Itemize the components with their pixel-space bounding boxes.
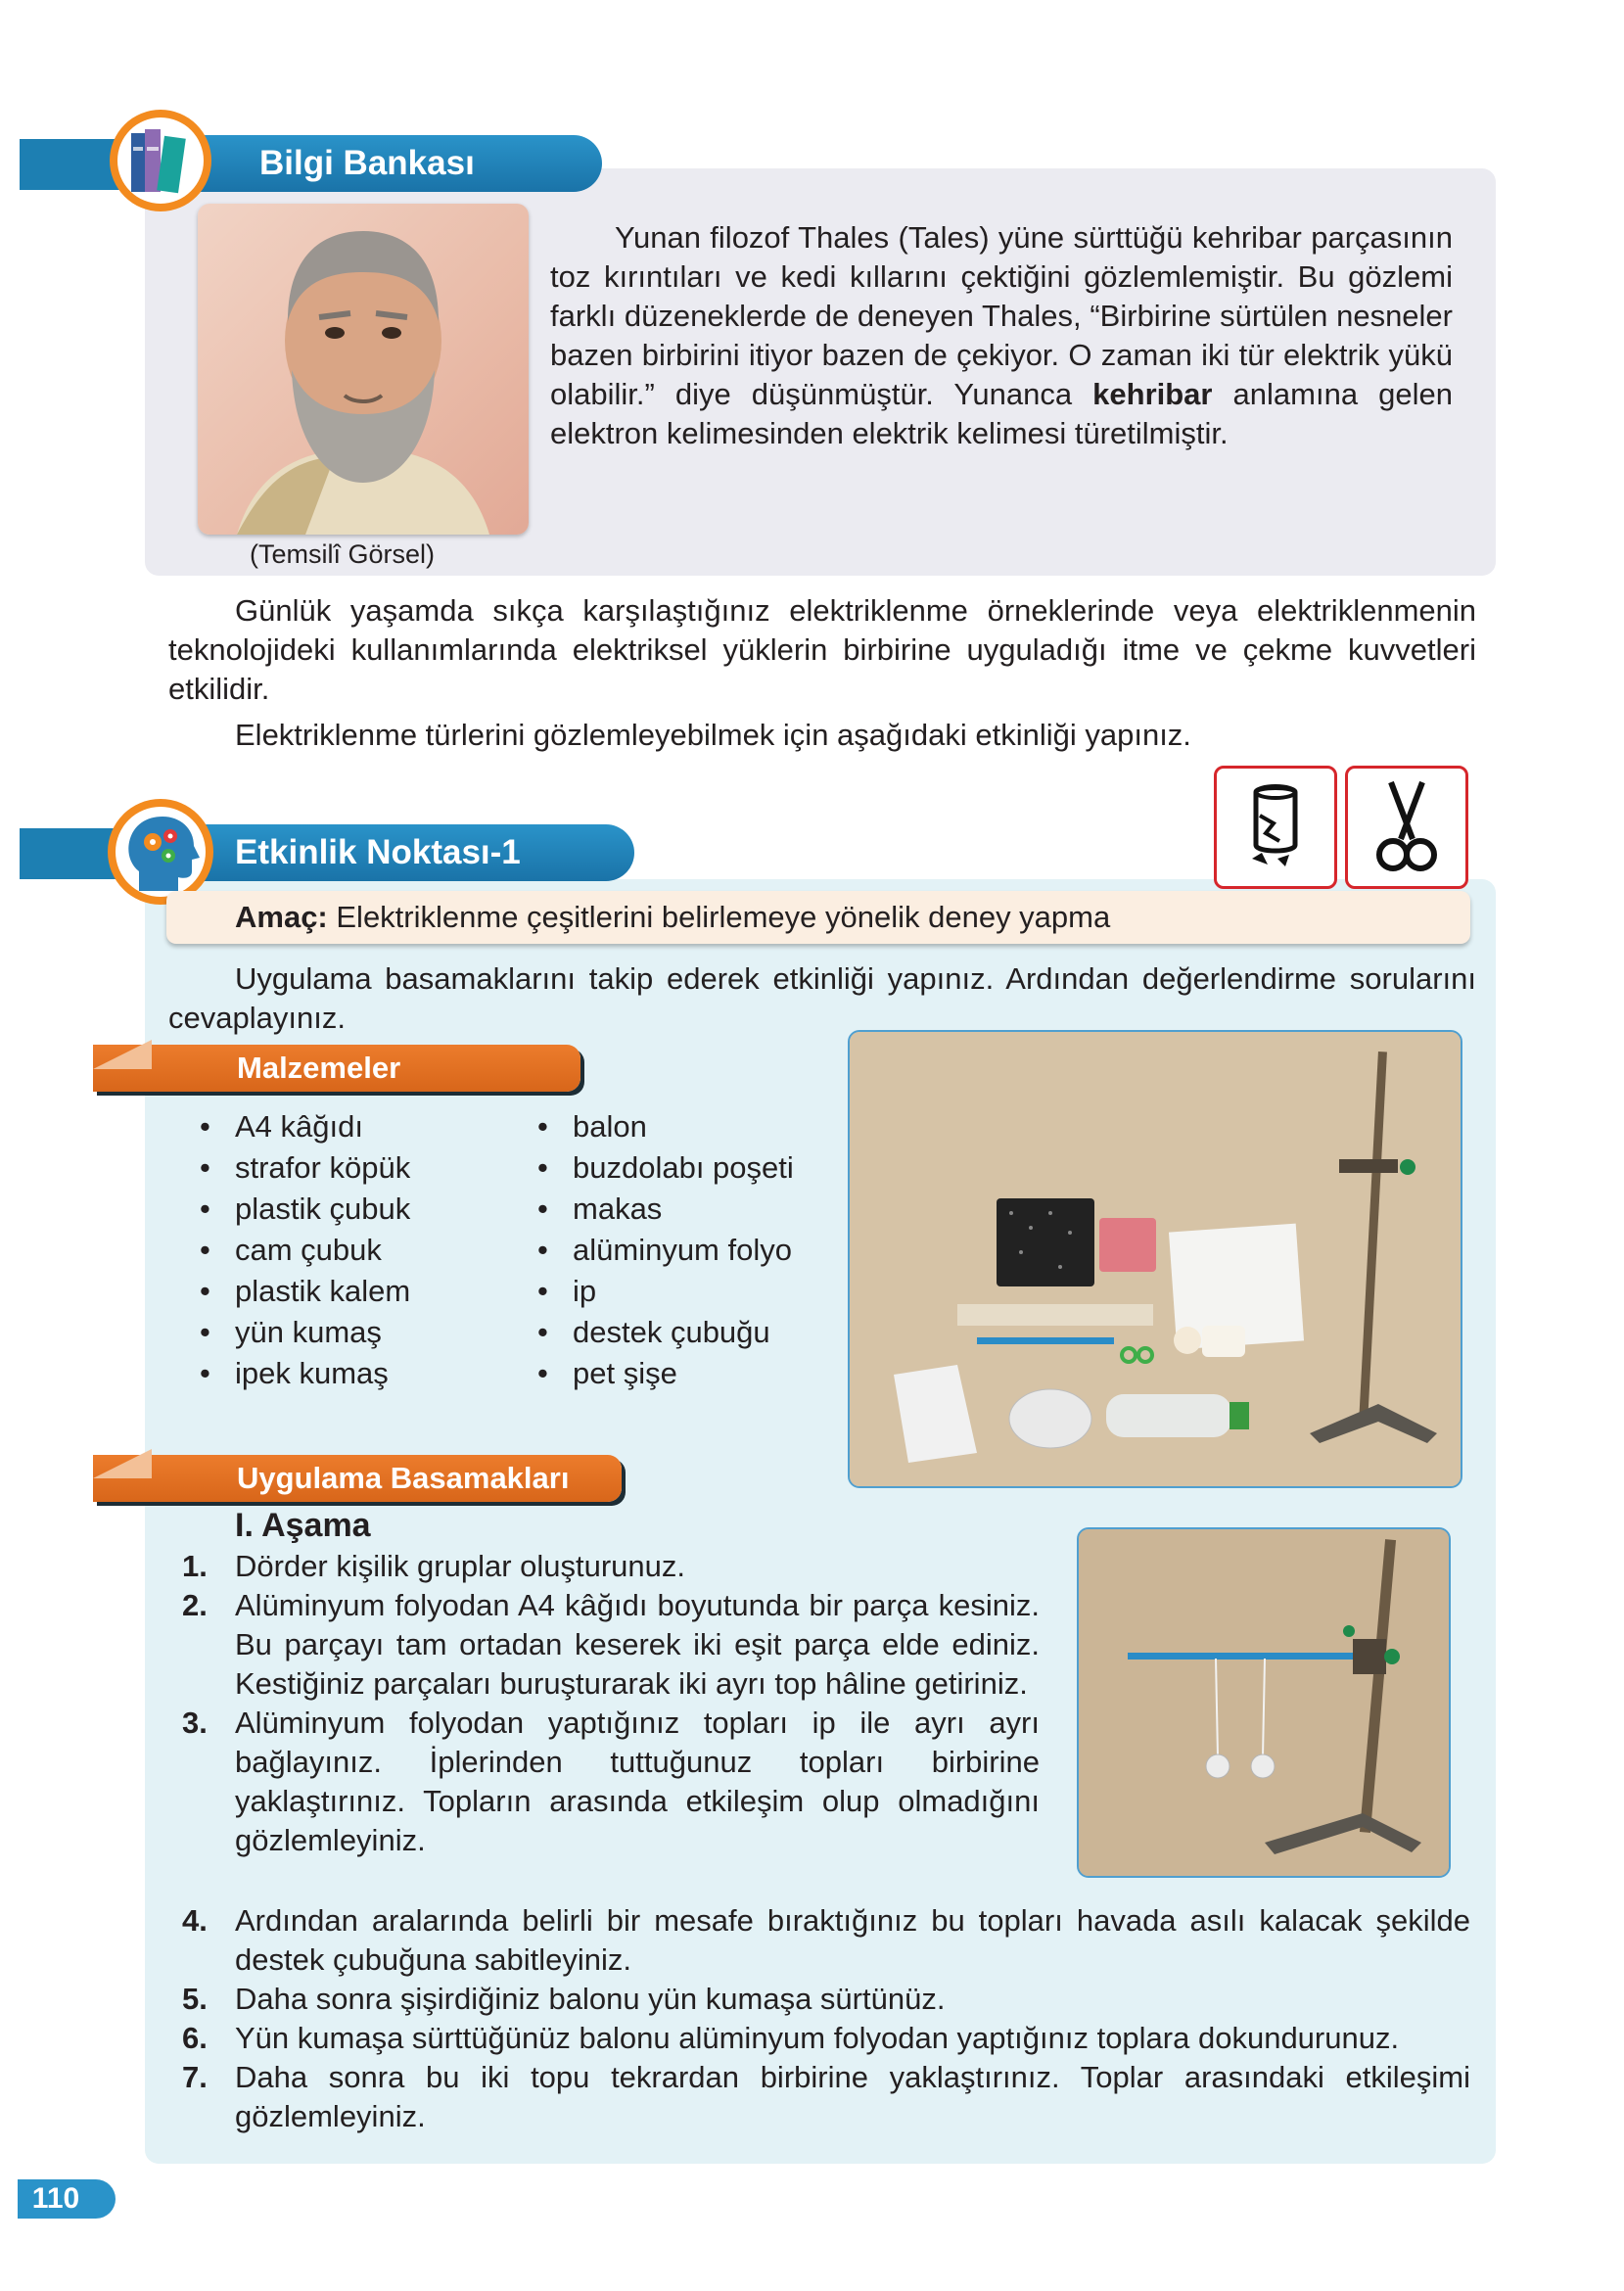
steps-list-a [182,1547,1040,1860]
list-item: • pet şişe [534,1353,794,1394]
step-number: 7. [182,2060,208,2094]
step-text: Ardından aralarında belirli bir mesafe bıraktığınız bu topları havada asılı kalacak şekilde destek çubuğuna sabitleyiniz. [235,1903,1470,1977]
info-bank-text-part2: anlamına gelen elektron kelimesinden elektrik kelimesi türetilmiştir. [550,377,1453,450]
stage-title: I. Aşama [235,1507,371,1544]
aim-description: Elektriklenme çeşitlerini belirlemeye yönelik deney yapma [327,900,1111,934]
body-paragraph-1: Günlük yaşamda sıkça karşılaştığınız elektriklenme örneklerinde veya elektriklenmenin teknolojideki kullanımlarında elektriksel yüklerin birbirine uyguladığı itme ve çekme kuvvetleri etkilidir. [168,593,1476,706]
list-item: • destek çubuğu [534,1312,794,1353]
image-caption: (Temsilî Görsel) [250,539,436,569]
info-bank-text [550,218,1453,453]
list-item: • alüminyum folyo [534,1230,794,1271]
list-item: • balon [534,1106,794,1147]
steps-title: Uygulama Basamakları [237,1461,570,1495]
thales-portrait-image [198,204,529,535]
materials-photo [848,1030,1462,1488]
step-number: 2. [182,1588,208,1622]
activity-intro: Uygulama basamaklarını takip ederek etkinliği yapınız. Ardından değerlendirme sorularını cevaplayınız. [168,961,1476,1035]
step-text: Dörder kişilik gruplar oluşturunuz. [235,1549,686,1583]
list-item [182,1586,1040,1704]
list-item [182,1704,1040,1860]
setup-photo [1077,1527,1451,1878]
materials-ribbon-fold [93,1040,152,1069]
list-item: • buzdolabı poşeti [534,1147,794,1189]
materials-list-right [534,1106,794,1394]
list-item: • A4 kâğıdı [196,1106,410,1147]
steps-ribbon-fold [93,1449,152,1478]
list-item: • plastik kalem [196,1271,410,1312]
info-bank-bold-word: kehribar [1092,377,1213,411]
aim-text [235,898,1110,937]
steps-list-b [182,1901,1470,2136]
step-number: 1. [182,1549,208,1583]
list-item: • strafor köpük [196,1147,410,1189]
step-text: Alüminyum folyodan yaptığınız topları ip ile ayrı ayrı bağlayınız. İplerinden tuttuğunuz topları birbirine yaklaştırınız. Topların arasında etkileşim olup olmadığını gözlemleyiniz. [235,1706,1040,1857]
step-number: 5. [182,1982,208,2016]
materials-list-left [196,1106,410,1394]
body-paragraph-2: Elektriklenme türlerini gözlemleyebilmek için aşağıdaki etkinliği yapınız. [235,718,1191,752]
activity-title: Etkinlik Noktası-1 [235,833,521,871]
aim-label: Amaç: [235,900,328,934]
list-item [182,2058,1470,2136]
step-number: 6. [182,2021,208,2055]
list-item: • yün kumaş [196,1312,410,1353]
step-number: 3. [182,1706,208,1740]
step-text: Yün kumaşa sürttüğünüz balonu alüminyum folyodan yaptığınız toplara dokundurunuz. [235,2021,1400,2055]
list-item [182,1901,1470,1980]
materials-title: Malzemeler [237,1051,401,1085]
head-gears-icon [116,807,206,897]
step-text: Alüminyum folyodan A4 kâğıdı boyutunda bir parça kesiniz. Bu parçayı tam ortadan keserek iki eşit parça elde ediniz. Kestiğiniz parçaları buruşturarak iki ayrı top hâline getiriniz. [235,1588,1040,1701]
list-item: • ip [534,1271,794,1312]
list-item: • ipek kumaş [196,1353,410,1394]
books-icon [117,117,204,204]
list-item [182,1980,1470,2019]
list-item: • plastik çubuk [196,1189,410,1230]
scissors-icon [1345,766,1468,889]
list-item: • cam çubuk [196,1230,410,1271]
page-number: 110 [31,2182,80,2215]
list-item [182,1547,1040,1586]
step-text: Daha sonra bu iki topu tekrardan birbirine yaklaştırınız. Toplar arasındaki etkileşimi gözlemleyiniz. [235,2060,1470,2133]
info-bank-title: Bilgi Bankası [259,144,475,182]
list-item: • makas [534,1189,794,1230]
broken-glass-icon [1214,766,1337,889]
step-number: 4. [182,1903,208,1938]
info-bank-text-part1: Yunan filozof Thales (Tales) yüne sürttüğü kehribar parçasının toz kırıntıları ve kedi kıllarını çektiğini gözlemlemiştir. Bu gözlemi farklı düzeneklerde de deneyen Thales, “Birbirine sürtülen nesneler bazen birbirini itiyor bazen de çekiyor. O zaman iki tür elektrik yükü olabilir.” diye düşünmüştür. Yunanca [550,220,1453,411]
step-text: Daha sonra şişirdiğiniz balonu yün kumaşa sürtünüz. [235,1982,946,2016]
list-item [182,2019,1470,2058]
